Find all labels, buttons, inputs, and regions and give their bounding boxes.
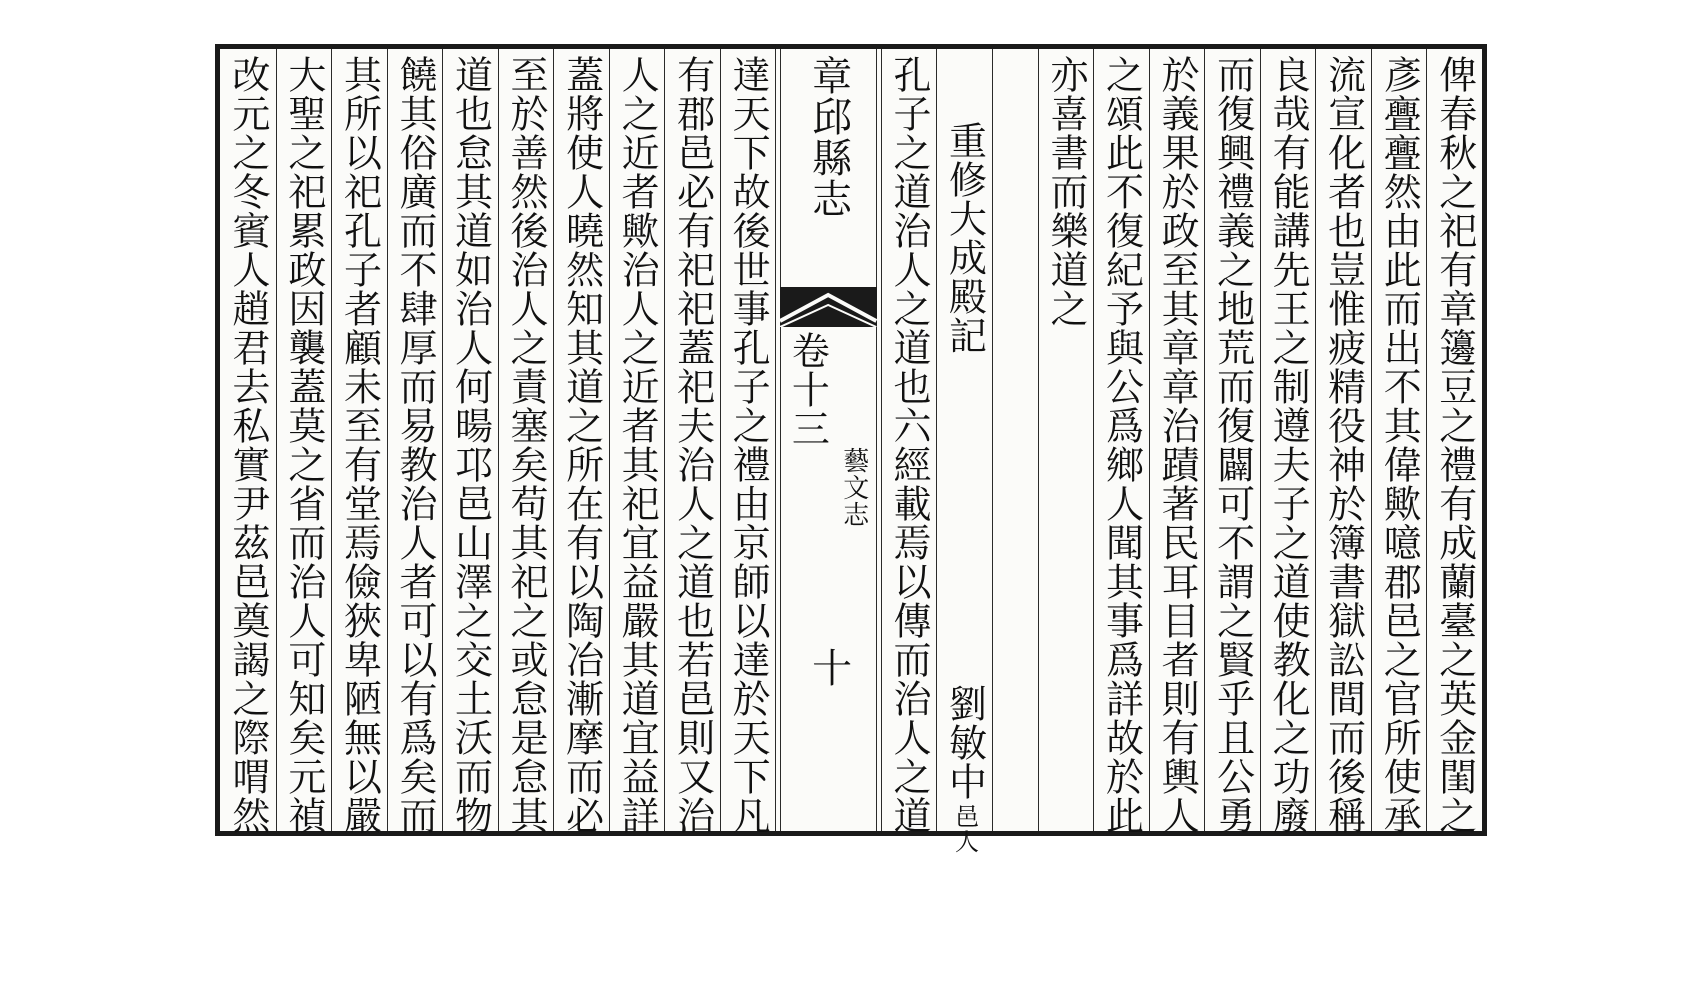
column-text: 亦喜書而樂道之 — [1044, 55, 1089, 328]
author-note-block — [937, 804, 992, 854]
text-column — [881, 49, 937, 835]
volume-number: 卷十三 — [785, 331, 830, 448]
text-column — [1038, 49, 1094, 831]
essay-title-column — [936, 49, 992, 854]
author-name: 劉敏中 — [942, 684, 987, 801]
column-text: 於義果於政至其章章治蹟著民耳目者則有輿人 — [1155, 55, 1200, 835]
text-column — [1149, 49, 1205, 835]
column-text: 其所以祀孔子者顧未至有堂焉儉狹卑陋無以嚴 — [337, 55, 382, 835]
text-column — [1093, 49, 1149, 835]
column-text: 孔子之道治人之道也六經載焉以傳而治人之道 — [886, 55, 931, 835]
author-note: 邑人 — [950, 804, 979, 854]
text-column — [664, 49, 720, 835]
section-block — [838, 447, 869, 532]
text-column — [331, 49, 387, 835]
volume-block — [785, 331, 830, 452]
text-column — [276, 49, 332, 835]
column-text: 饒其俗廣而不肆厚而易教治人者可以有爲矣而 — [392, 55, 437, 835]
column-text: 蓋將使人曉然知其道之所在有以陶冶漸摩而必 — [559, 55, 604, 835]
fishtail-mark-icon — [780, 287, 876, 327]
page-number-block — [776, 647, 880, 688]
section-name: 藝文志 — [838, 447, 869, 528]
essay-title: 重修大成殿記 — [942, 121, 987, 355]
text-column — [387, 49, 443, 835]
column-text: 有郡邑必有祀祀蓋祀夫治人之道也若邑則又治 — [670, 55, 715, 835]
text-column — [720, 49, 776, 835]
text-column — [1315, 49, 1371, 835]
text-column — [498, 49, 554, 835]
column-text: 流宣化者也豈惟疲精役神於簿書獄訟間而後稱 — [1321, 55, 1366, 835]
column-text: 彥亹亹然由此而出不其偉歟噫郡邑之官所使承 — [1377, 55, 1422, 835]
column-text: 達天下故後世事孔子之禮由京師以達於天下凡 — [726, 55, 771, 835]
book-title: 章邱縣志 — [805, 55, 852, 219]
blank-column — [992, 49, 1038, 831]
text-column — [1371, 49, 1427, 835]
text-column — [220, 49, 276, 835]
centre-fold — [775, 49, 880, 831]
page-number: 十 — [805, 647, 852, 688]
column-text: 人之近者歟治人之近者其祀宜益嚴其道宜益詳 — [615, 55, 660, 835]
column-text: 之頌此不復紀予與公爲鄉人聞其事爲詳故於此 — [1099, 55, 1144, 835]
book-title-block — [776, 49, 880, 219]
text-column — [1204, 49, 1260, 835]
column-text: 而復興禮義之地荒而復闢可不謂之賢乎且公勇 — [1210, 55, 1255, 835]
text-column — [553, 49, 609, 835]
column-text: 改元之冬賓人趙君去私實尹茲邑奠謁之際喟然 — [225, 55, 270, 835]
text-column — [442, 49, 498, 835]
author-block — [937, 684, 992, 801]
text-column — [1426, 49, 1482, 835]
column-text: 道也怠其道如治人何暘邛邑山澤之交土沃而物 — [448, 55, 493, 835]
text-columns — [220, 49, 1482, 854]
woodblock-page — [215, 44, 1487, 854]
column-text: 俾春秋之祀有章籩豆之禮有成蘭臺之英金閨之 — [1432, 55, 1477, 835]
column-text: 至於善然後治人之責塞矣苟其祀之或怠是怠其 — [504, 55, 549, 835]
text-column — [1260, 49, 1316, 835]
column-text: 大聖之祀累政因襲蓋莫之省而治人可知矣元禎 — [281, 55, 326, 835]
text-column — [609, 49, 665, 835]
column-text: 良哉有能講先王之制遵夫子之道使教化之功廢 — [1266, 55, 1311, 835]
